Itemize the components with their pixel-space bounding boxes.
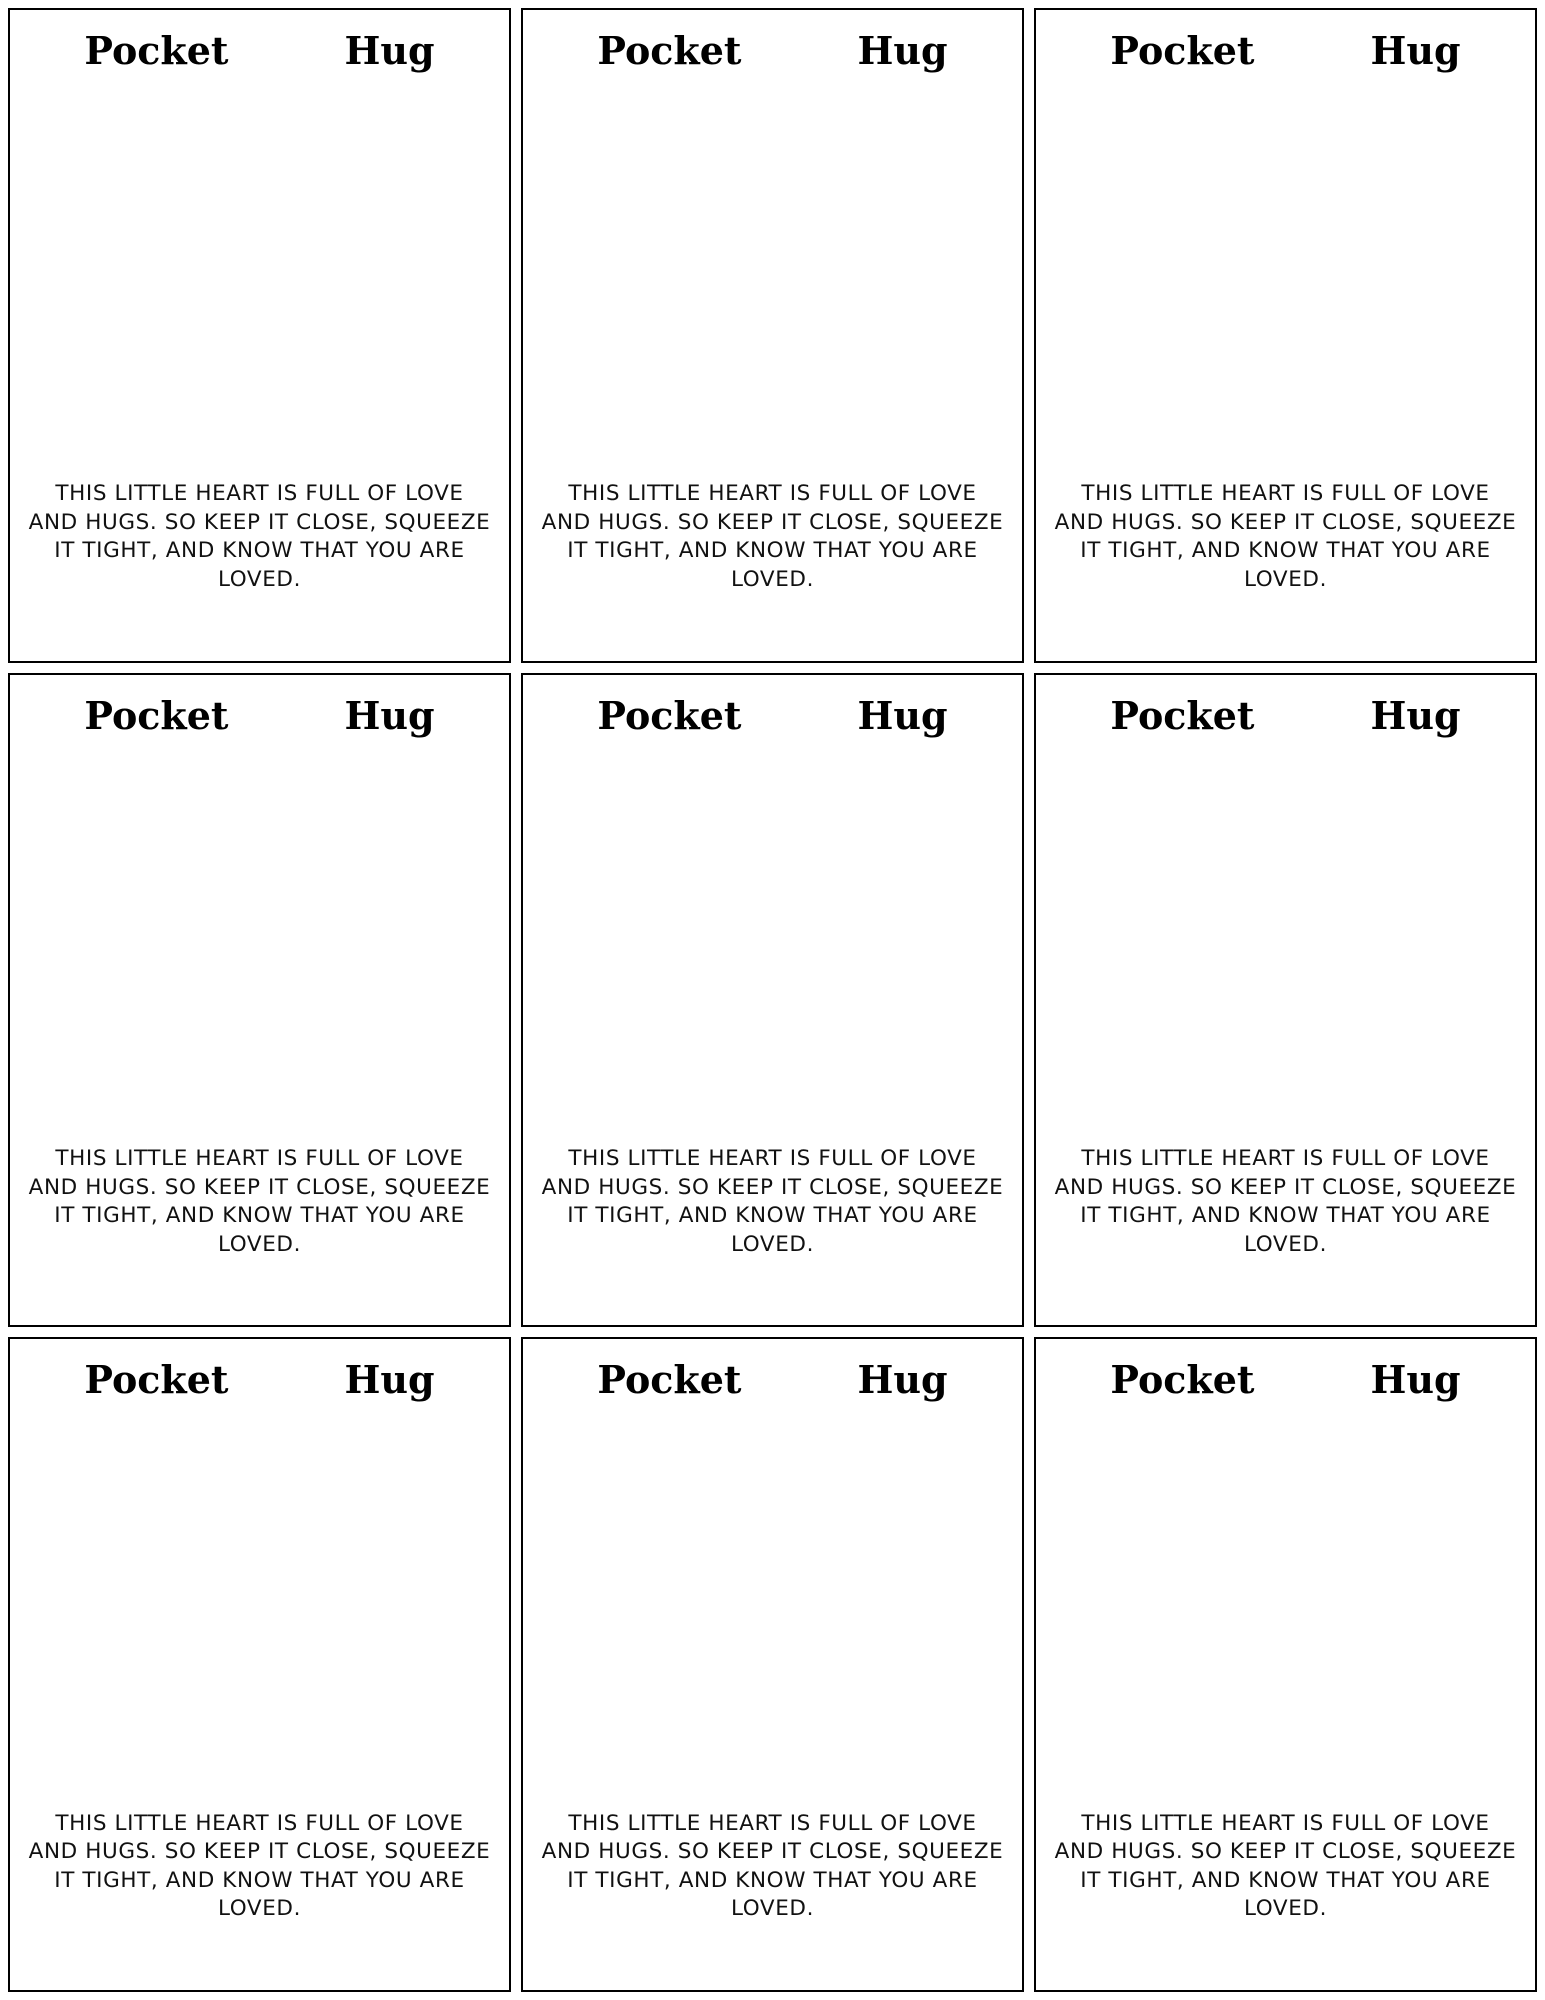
heart-icon bbox=[893, 1943, 923, 1971]
heart-pair-icon bbox=[1384, 1940, 1440, 1976]
card-message: THIS LITTLE HEART IS FULL OF LOVE AND HUGS. SO KEEP IT CLOSE, SQUEEZE IT TIGHT, AND KNOW THAT YOU ARE LOVED. bbox=[1054, 481, 1517, 593]
heart-icon bbox=[254, 1943, 284, 1971]
heart-pair-icon bbox=[358, 611, 414, 647]
card-title-left: Pocket bbox=[1110, 1357, 1255, 1403]
heart-pair-icon bbox=[169, 1275, 225, 1311]
heart-icon bbox=[380, 1278, 410, 1306]
heart-pair-icon bbox=[1447, 1275, 1503, 1311]
heart-pair-icon bbox=[43, 611, 99, 647]
heart-icon bbox=[578, 1943, 608, 1971]
heart-icon-small bbox=[1257, 731, 1301, 771]
heart-icon bbox=[1217, 1278, 1247, 1306]
heart-icon-small bbox=[744, 731, 788, 771]
heart-icon bbox=[830, 1278, 860, 1306]
card-header bbox=[10, 675, 509, 799]
pocket-hug-card bbox=[8, 673, 511, 1328]
heart-pair-icon bbox=[421, 1940, 477, 1976]
heart-icon bbox=[1469, 1278, 1499, 1306]
heart-icon bbox=[767, 614, 797, 642]
heart-icon bbox=[317, 1278, 347, 1306]
heart-pair-icon bbox=[745, 1940, 801, 1976]
heart-pair-icon bbox=[1321, 1940, 1377, 1976]
heart-pair-icon bbox=[358, 1940, 414, 1976]
card-body bbox=[1036, 1463, 1535, 1940]
heart-icon bbox=[191, 1278, 221, 1306]
heart-pair-icon bbox=[358, 1275, 414, 1311]
card-title-right: Hug bbox=[857, 1357, 948, 1403]
heart-pair-icon bbox=[1321, 611, 1377, 647]
card-body bbox=[1036, 799, 1535, 1276]
heart-icon bbox=[1343, 614, 1373, 642]
heart-pair-icon bbox=[682, 611, 738, 647]
heart-pair-icon bbox=[1384, 1275, 1440, 1311]
heart-icon bbox=[443, 1278, 473, 1306]
pocket-hug-card bbox=[521, 1337, 1024, 1992]
card-message: THIS LITTLE HEART IS FULL OF LOVE AND HUGS. SO KEEP IT CLOSE, SQUEEZE IT TIGHT, AND KNOW THAT YOU ARE LOVED. bbox=[28, 1810, 491, 1922]
heart-pair-icon bbox=[1447, 611, 1503, 647]
heart-icon bbox=[65, 614, 95, 642]
heart-pair-icon bbox=[1132, 1940, 1188, 1976]
heart-pair-icon bbox=[295, 1275, 351, 1311]
heart-icon bbox=[767, 1278, 797, 1306]
heart-pair-icon bbox=[1258, 611, 1314, 647]
card-message: THIS LITTLE HEART IS FULL OF LOVE AND HUGS. SO KEEP IT CLOSE, SQUEEZE IT TIGHT, AND KNOW THAT YOU ARE LOVED. bbox=[541, 1145, 1004, 1257]
footer-heart-row bbox=[1036, 611, 1535, 661]
heart-icon-small bbox=[1257, 1395, 1301, 1435]
card-title-right: Hug bbox=[1370, 28, 1461, 73]
heart-pair-icon bbox=[43, 1275, 99, 1311]
heart-pair-icon bbox=[421, 1275, 477, 1311]
logo-heart-group bbox=[231, 1353, 343, 1449]
heart-icon bbox=[1091, 614, 1121, 642]
footer-heart-row bbox=[523, 1940, 1022, 1990]
logo-heart-group bbox=[1257, 1353, 1369, 1449]
heart-pair-icon bbox=[1069, 611, 1125, 647]
heart-pair-icon bbox=[808, 1275, 864, 1311]
heart-icon bbox=[128, 1278, 158, 1306]
heart-icon-small bbox=[231, 66, 275, 106]
heart-pair-icon bbox=[1069, 1275, 1125, 1311]
heart-pair-icon bbox=[619, 1940, 675, 1976]
heart-icon bbox=[578, 614, 608, 642]
footer-heart-row bbox=[1036, 1275, 1535, 1325]
pocket-hug-card bbox=[1034, 8, 1537, 663]
card-title-right: Hug bbox=[1370, 692, 1461, 738]
card-header bbox=[523, 675, 1022, 799]
heart-icon bbox=[128, 1943, 158, 1971]
heart-pair-icon bbox=[556, 611, 612, 647]
pocket-hug-card bbox=[521, 8, 1024, 663]
logo-heart-group bbox=[231, 689, 343, 785]
pocket-hug-card bbox=[1034, 1337, 1537, 1992]
heart-pair-icon bbox=[295, 1940, 351, 1976]
card-body bbox=[10, 799, 509, 1276]
card-title-left: Pocket bbox=[597, 692, 742, 738]
card-message: THIS LITTLE HEART IS FULL OF LOVE AND HUGS. SO KEEP IT CLOSE, SQUEEZE IT TIGHT, AND KNOW THAT YOU ARE LOVED. bbox=[541, 481, 1004, 593]
heart-icon bbox=[1154, 1943, 1184, 1971]
heart-pair-icon bbox=[934, 611, 990, 647]
heart-icon bbox=[641, 1943, 671, 1971]
card-message: THIS LITTLE HEART IS FULL OF LOVE AND HUGS. SO KEEP IT CLOSE, SQUEEZE IT TIGHT, AND KNOW THAT YOU ARE LOVED. bbox=[1054, 1810, 1517, 1922]
heart-icon bbox=[956, 1278, 986, 1306]
heart-pair-icon bbox=[871, 1940, 927, 1976]
heart-pair-icon bbox=[871, 1275, 927, 1311]
card-title-right: Hug bbox=[344, 28, 435, 73]
heart-pair-icon bbox=[1384, 611, 1440, 647]
heart-pair-icon bbox=[43, 1940, 99, 1976]
heart-icon bbox=[317, 614, 347, 642]
footer-heart-row bbox=[1036, 1940, 1535, 1990]
card-header bbox=[1036, 1339, 1535, 1463]
logo-heart-group bbox=[744, 689, 856, 785]
pocket-hug-card bbox=[8, 1337, 511, 1992]
heart-pair-icon bbox=[1195, 611, 1251, 647]
card-title-left: Pocket bbox=[1110, 28, 1255, 73]
heart-pair-icon bbox=[1321, 1275, 1377, 1311]
heart-pair-icon bbox=[1258, 1275, 1314, 1311]
heart-pair-icon bbox=[934, 1940, 990, 1976]
card-body bbox=[523, 799, 1022, 1276]
heart-pair-icon bbox=[871, 611, 927, 647]
heart-icon bbox=[1217, 1943, 1247, 1971]
heart-icon bbox=[1469, 614, 1499, 642]
heart-icon bbox=[830, 614, 860, 642]
logo-heart-group bbox=[231, 24, 343, 120]
heart-pair-icon bbox=[421, 611, 477, 647]
heart-pair-icon bbox=[619, 1275, 675, 1311]
heart-icon bbox=[1217, 614, 1247, 642]
card-header bbox=[10, 10, 509, 134]
heart-pair-icon bbox=[808, 1940, 864, 1976]
heart-pair-icon bbox=[682, 1275, 738, 1311]
heart-icon-small bbox=[744, 1395, 788, 1435]
heart-pair-icon bbox=[232, 611, 288, 647]
pocket-hug-card bbox=[1034, 673, 1537, 1328]
heart-icon bbox=[1406, 1278, 1436, 1306]
footer-heart-row bbox=[523, 1275, 1022, 1325]
card-body bbox=[10, 1463, 509, 1940]
footer-heart-row bbox=[10, 1275, 509, 1325]
heart-icon bbox=[443, 614, 473, 642]
card-body bbox=[523, 134, 1022, 611]
heart-pair-icon bbox=[745, 1275, 801, 1311]
heart-icon bbox=[1091, 1278, 1121, 1306]
logo-heart-group bbox=[744, 24, 856, 120]
card-title-left: Pocket bbox=[84, 1357, 229, 1403]
card-title-right: Hug bbox=[344, 692, 435, 738]
heart-pair-icon bbox=[556, 1940, 612, 1976]
card-message: THIS LITTLE HEART IS FULL OF LOVE AND HUGS. SO KEEP IT CLOSE, SQUEEZE IT TIGHT, AND KNOW THAT YOU ARE LOVED. bbox=[1054, 1145, 1517, 1257]
heart-icon bbox=[254, 614, 284, 642]
card-header bbox=[1036, 10, 1535, 134]
heart-pair-icon bbox=[745, 611, 801, 647]
heart-pair-icon bbox=[106, 1940, 162, 1976]
footer-heart-row bbox=[10, 611, 509, 661]
heart-pair-icon bbox=[1447, 1940, 1503, 1976]
heart-icon bbox=[254, 1278, 284, 1306]
heart-icon bbox=[1154, 614, 1184, 642]
heart-icon bbox=[641, 614, 671, 642]
heart-icon bbox=[704, 1943, 734, 1971]
card-title-right: Hug bbox=[857, 28, 948, 73]
heart-icon bbox=[830, 1943, 860, 1971]
heart-pair-icon bbox=[619, 611, 675, 647]
footer-heart-row bbox=[10, 1940, 509, 1990]
pocket-hug-card bbox=[8, 8, 511, 663]
heart-icon bbox=[191, 614, 221, 642]
card-message: THIS LITTLE HEART IS FULL OF LOVE AND HUGS. SO KEEP IT CLOSE, SQUEEZE IT TIGHT, AND KNOW THAT YOU ARE LOVED. bbox=[28, 481, 491, 593]
heart-pair-icon bbox=[295, 611, 351, 647]
heart-pair-icon bbox=[1132, 611, 1188, 647]
card-message: THIS LITTLE HEART IS FULL OF LOVE AND HUGS. SO KEEP IT CLOSE, SQUEEZE IT TIGHT, AND KNOW THAT YOU ARE LOVED. bbox=[28, 1145, 491, 1257]
heart-pair-icon bbox=[1258, 1940, 1314, 1976]
heart-icon bbox=[1280, 1278, 1310, 1306]
heart-icon bbox=[191, 1943, 221, 1971]
card-title-left: Pocket bbox=[84, 28, 229, 73]
heart-icon-small bbox=[1257, 66, 1301, 106]
heart-pair-icon bbox=[106, 611, 162, 647]
heart-icon-small bbox=[231, 1395, 275, 1435]
heart-pair-icon bbox=[934, 1275, 990, 1311]
heart-icon bbox=[893, 614, 923, 642]
logo-heart-group bbox=[1257, 24, 1369, 120]
heart-icon-small bbox=[744, 66, 788, 106]
heart-icon bbox=[1280, 1943, 1310, 1971]
heart-pair-icon bbox=[232, 1940, 288, 1976]
heart-icon bbox=[704, 614, 734, 642]
card-title-left: Pocket bbox=[597, 1357, 742, 1403]
heart-icon bbox=[1469, 1943, 1499, 1971]
card-header bbox=[1036, 675, 1535, 799]
heart-pair-icon bbox=[106, 1275, 162, 1311]
heart-icon bbox=[1154, 1278, 1184, 1306]
card-header bbox=[523, 1339, 1022, 1463]
card-body bbox=[10, 134, 509, 611]
heart-icon bbox=[65, 1943, 95, 1971]
heart-pair-icon bbox=[1195, 1940, 1251, 1976]
heart-icon bbox=[893, 1278, 923, 1306]
card-title-right: Hug bbox=[1370, 1357, 1461, 1403]
heart-icon bbox=[1406, 1943, 1436, 1971]
heart-icon bbox=[1091, 1943, 1121, 1971]
heart-pair-icon bbox=[1132, 1275, 1188, 1311]
logo-heart-group bbox=[744, 1353, 856, 1449]
heart-icon bbox=[578, 1278, 608, 1306]
heart-icon bbox=[380, 1943, 410, 1971]
card-title-left: Pocket bbox=[597, 28, 742, 73]
card-body bbox=[1036, 134, 1535, 611]
card-message: THIS LITTLE HEART IS FULL OF LOVE AND HUGS. SO KEEP IT CLOSE, SQUEEZE IT TIGHT, AND KNOW THAT YOU ARE LOVED. bbox=[541, 1810, 1004, 1922]
heart-icon bbox=[1343, 1278, 1373, 1306]
heart-icon bbox=[641, 1278, 671, 1306]
card-header bbox=[523, 10, 1022, 134]
heart-icon bbox=[767, 1943, 797, 1971]
heart-icon bbox=[65, 1278, 95, 1306]
heart-icon bbox=[128, 614, 158, 642]
heart-icon-small bbox=[231, 731, 275, 771]
heart-pair-icon bbox=[682, 1940, 738, 1976]
logo-heart-group bbox=[1257, 689, 1369, 785]
heart-icon bbox=[380, 614, 410, 642]
card-title-right: Hug bbox=[344, 1357, 435, 1403]
heart-icon bbox=[1343, 1943, 1373, 1971]
heart-pair-icon bbox=[556, 1275, 612, 1311]
pocket-hug-card bbox=[521, 673, 1024, 1328]
heart-pair-icon bbox=[808, 611, 864, 647]
heart-pair-icon bbox=[1195, 1275, 1251, 1311]
card-header bbox=[10, 1339, 509, 1463]
card-title-right: Hug bbox=[857, 692, 948, 738]
heart-pair-icon bbox=[232, 1275, 288, 1311]
heart-icon bbox=[1280, 614, 1310, 642]
heart-pair-icon bbox=[1069, 1940, 1125, 1976]
card-body bbox=[523, 1463, 1022, 1940]
heart-icon bbox=[443, 1943, 473, 1971]
heart-pair-icon bbox=[169, 611, 225, 647]
heart-icon bbox=[704, 1278, 734, 1306]
card-title-left: Pocket bbox=[1110, 692, 1255, 738]
heart-icon bbox=[317, 1943, 347, 1971]
heart-icon bbox=[1406, 614, 1436, 642]
footer-heart-row bbox=[523, 611, 1022, 661]
heart-pair-icon bbox=[169, 1940, 225, 1976]
card-title-left: Pocket bbox=[84, 692, 229, 738]
heart-icon bbox=[956, 614, 986, 642]
heart-icon bbox=[956, 1943, 986, 1971]
